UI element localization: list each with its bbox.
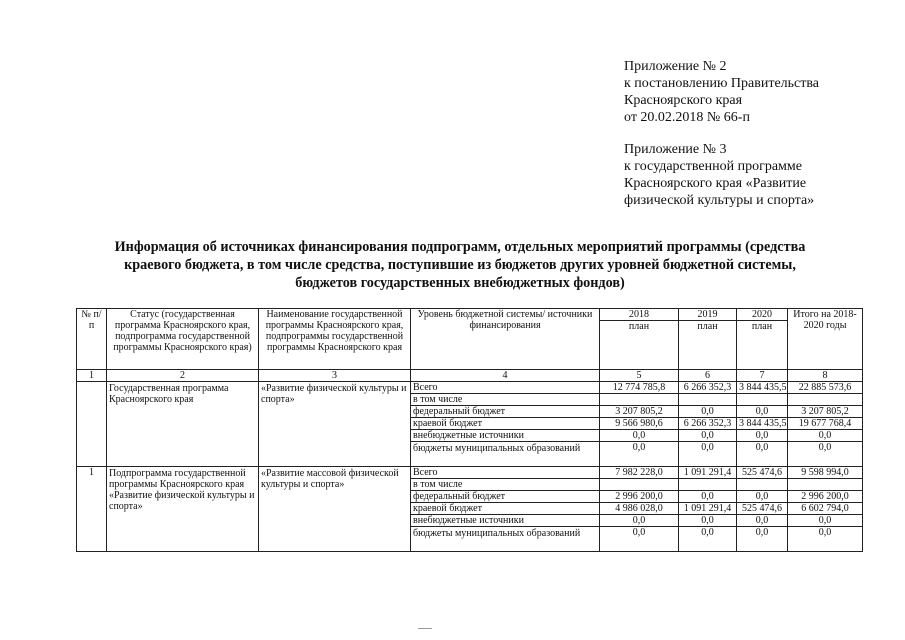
value-total <box>788 479 863 491</box>
value-2018 <box>600 479 679 491</box>
col-number: 3 <box>259 370 411 382</box>
value-2020: 0,0 <box>737 527 788 552</box>
header-year-2020: 2020 <box>737 309 788 321</box>
header-year-2018: 2018 <box>600 309 679 321</box>
appendix-line: Красноярского края «Развитие <box>624 176 807 191</box>
value-2018: 4 986 028,0 <box>600 503 679 515</box>
value-2018: 7 982 228,0 <box>600 467 679 479</box>
row-level: внебюджетные источники <box>411 430 600 442</box>
row-level: внебюджетные источники <box>411 515 600 527</box>
value-2018: 0,0 <box>600 527 679 552</box>
value-2020: 0,0 <box>737 430 788 442</box>
appendix-3-header <box>624 141 884 209</box>
financing-table <box>76 308 863 552</box>
value-2018: 0,0 <box>600 430 679 442</box>
value-total: 6 602 794,0 <box>788 503 863 515</box>
table-row <box>77 467 863 479</box>
value-2018: 9 566 980,6 <box>600 418 679 430</box>
value-2019: 0,0 <box>679 491 737 503</box>
value-2018: 2 996 200,0 <box>600 491 679 503</box>
row-level: Всего <box>411 467 600 479</box>
value-2020: 0,0 <box>737 491 788 503</box>
header-num: № п/п <box>77 309 107 370</box>
value-2019: 0,0 <box>679 406 737 418</box>
row-status: Подпрограмма государственной программы Красноярского края «Развитие физической культуры и спорта» <box>107 467 259 552</box>
value-2020 <box>737 394 788 406</box>
col-number: 8 <box>788 370 863 382</box>
value-2020: 525 474,6 <box>737 467 788 479</box>
col-number: 6 <box>679 370 737 382</box>
value-2019: 6 266 352,3 <box>679 382 737 394</box>
row-program-name: «Развитие физической культуры и спорта» <box>259 382 411 467</box>
header-status: Статус (государственная программа Красноярского края, подпрограмма государственной программы Красноярского края) <box>107 309 259 370</box>
header-plan-2020: план <box>737 321 788 370</box>
row-level: в том числе <box>411 394 600 406</box>
value-total: 9 598 994,0 <box>788 467 863 479</box>
appendix-line: к постановлению Правительства <box>624 76 820 91</box>
value-2019 <box>679 479 737 491</box>
value-2019: 0,0 <box>679 430 737 442</box>
row-program-name: «Развитие массовой физической культуры и спорта» <box>259 467 411 552</box>
header-year-2019: 2019 <box>679 309 737 321</box>
value-total: 0,0 <box>788 515 863 527</box>
appendix-line: Приложение № 3 <box>624 142 727 157</box>
col-number: 2 <box>107 370 259 382</box>
value-2019: 6 266 352,3 <box>679 418 737 430</box>
value-2019 <box>679 394 737 406</box>
header-plan-2019: план <box>679 321 737 370</box>
title-line: Информация об источниках финансирования подпрограмм, отдельных мероприятий программы (средства <box>114 239 806 255</box>
value-2020: 525 474,6 <box>737 503 788 515</box>
appendix-line: от 20.02.2018 № 66-п <box>624 110 750 125</box>
appendix-2-header <box>624 58 884 126</box>
row-num: 1 <box>77 467 107 552</box>
row-level: федеральный бюджет <box>411 406 600 418</box>
value-2018 <box>600 394 679 406</box>
value-2019: 0,0 <box>679 442 737 467</box>
row-level: краевой бюджет <box>411 418 600 430</box>
page-divider <box>418 628 432 629</box>
row-level: краевой бюджет <box>411 503 600 515</box>
col-number: 4 <box>411 370 600 382</box>
value-total: 19 677 768,4 <box>788 418 863 430</box>
document-title <box>70 238 850 292</box>
value-2020: 3 844 435,5 <box>737 418 788 430</box>
appendix-line: Красноярского края <box>624 93 743 108</box>
value-2018: 0,0 <box>600 442 679 467</box>
value-total: 3 207 805,2 <box>788 406 863 418</box>
value-2019: 1 091 291,4 <box>679 503 737 515</box>
title-line: бюджетов государственных внебюджетных фондов) <box>295 275 625 291</box>
value-2019: 0,0 <box>679 515 737 527</box>
value-total <box>788 394 863 406</box>
value-2018: 0,0 <box>600 515 679 527</box>
appendix-line: Приложение № 2 <box>624 59 727 74</box>
value-2020: 0,0 <box>737 442 788 467</box>
value-2020: 0,0 <box>737 406 788 418</box>
header-plan-2018: план <box>600 321 679 370</box>
col-number: 5 <box>600 370 679 382</box>
header-total: Итого на 2018-2020 годы <box>788 309 863 370</box>
table-row <box>77 382 863 394</box>
value-2018: 12 774 785,8 <box>600 382 679 394</box>
value-2020 <box>737 479 788 491</box>
header-name: Наименование государственной программы Красноярского края, подпрограммы государственной программы Красноярского края <box>259 309 411 370</box>
col-number: 1 <box>77 370 107 382</box>
appendix-line: физической культуры и спорта» <box>624 193 815 208</box>
header-level: Уровень бюджетной системы/ источники финансирования <box>411 309 600 370</box>
value-total: 0,0 <box>788 430 863 442</box>
row-level: бюджеты муниципальных образований <box>411 442 600 467</box>
row-level: бюджеты муниципальных образований <box>411 527 600 552</box>
col-number: 7 <box>737 370 788 382</box>
value-2019: 0,0 <box>679 527 737 552</box>
row-level: федеральный бюджет <box>411 491 600 503</box>
row-num <box>77 382 107 467</box>
value-total: 0,0 <box>788 442 863 467</box>
title-line: краевого бюджета, в том числе средства, поступившие из бюджетов других уровней бюджетной системы, <box>124 257 796 273</box>
row-status: Государственная программа Красноярского края <box>107 382 259 467</box>
value-total: 2 996 200,0 <box>788 491 863 503</box>
value-2020: 3 844 435,5 <box>737 382 788 394</box>
value-2020: 0,0 <box>737 515 788 527</box>
value-total: 0,0 <box>788 527 863 552</box>
row-level: Всего <box>411 382 600 394</box>
row-level: в том числе <box>411 479 600 491</box>
value-total: 22 885 573,6 <box>788 382 863 394</box>
value-2019: 1 091 291,4 <box>679 467 737 479</box>
appendix-line: к государственной программе <box>624 159 802 174</box>
value-2018: 3 207 805,2 <box>600 406 679 418</box>
